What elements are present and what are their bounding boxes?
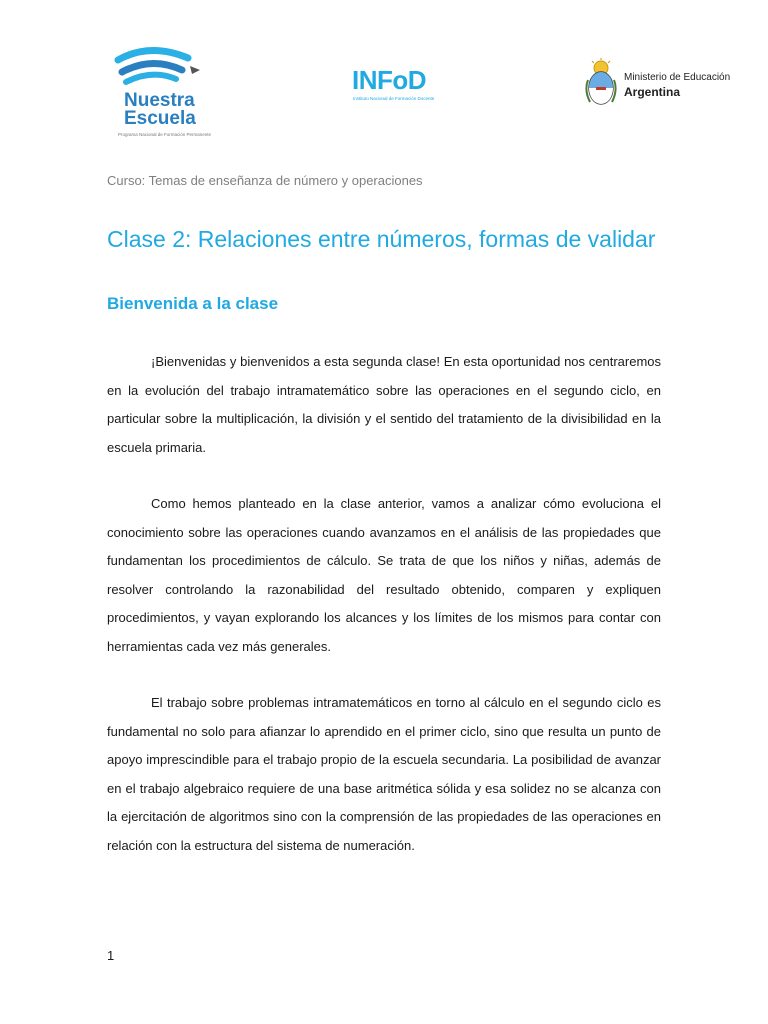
nuestra-escuela-line1: Nuestra: [124, 90, 195, 111]
nuestra-escuela-logo: [110, 44, 220, 140]
nuestra-escuela-line2: Escuela: [124, 108, 196, 129]
section-heading: Bienvenida a la clase: [107, 294, 279, 313]
nuestra-escuela-wordmark: [124, 92, 196, 128]
document-body: [107, 348, 661, 888]
nuestra-escuela-tagline: Programa Nacional de Formación Permanente: [118, 132, 212, 137]
ministerio-line2: Argentina: [624, 85, 681, 99]
page-header: [0, 0, 768, 150]
course-label: Curso: Temas de enseñanza de número y operaciones: [107, 173, 423, 188]
page-number: 1: [107, 948, 115, 963]
infod-wordmark: INFoD: [352, 65, 427, 95]
argentina-coat-of-arms-icon: [584, 58, 618, 108]
ministerio-logo: [584, 58, 734, 108]
infod-logo: [352, 66, 452, 106]
infod-tagline: Instituto Nacional de Formación Docente: [353, 96, 435, 101]
page-title: Clase 2: Relaciones entre números, formas de validar: [107, 226, 656, 252]
paragraph: Como hemos planteado en la clase anterior, vamos a analizar cómo evoluciona el conocimiento sobre las operaciones cuando avanzamos en el análisis de las propiedades que fundamentan los procedimientos de cálculo. Se trata de que los niños y niñas, además de resolver controlando la razonabilidad del resultado obtenido, comparen y expliquen procedimientos, y vayan explorando los alcances y los límites de los mismos para contar con herramientas cada vez más generales.: [107, 496, 661, 654]
paragraph: ¡Bienvenidas y bienvenidos a esta segunda clase! En esta oportunidad nos centraremos en la evolución del trabajo intramatemático sobre las operaciones en el segundo ciclo, en particular sobre la multiplicación, la división y el sentido del tratamiento de la divisibilidad en la escuela primaria.: [107, 354, 661, 455]
nuestra-escuela-arcs-icon: [110, 44, 220, 94]
ministerio-line1: Ministerio de Educación: [624, 72, 731, 83]
paragraph: El trabajo sobre problemas intramatemáticos en torno al cálculo en el segundo ciclo es fundamental no solo para afianzar lo aprendido en el primer ciclo, sino que resulta un punto de apoyo imprescindible para el trabajo propio de la escuela secundaria. La posibilidad de avanzar en el trabajo algebraico requiere de una base aritmética sólida y esa solidez no se alcanza con la ejercitación de algoritmos sino con la comprensión de las propiedades de las operaciones en relación con la estructura del sistema de numeración.: [107, 695, 661, 853]
